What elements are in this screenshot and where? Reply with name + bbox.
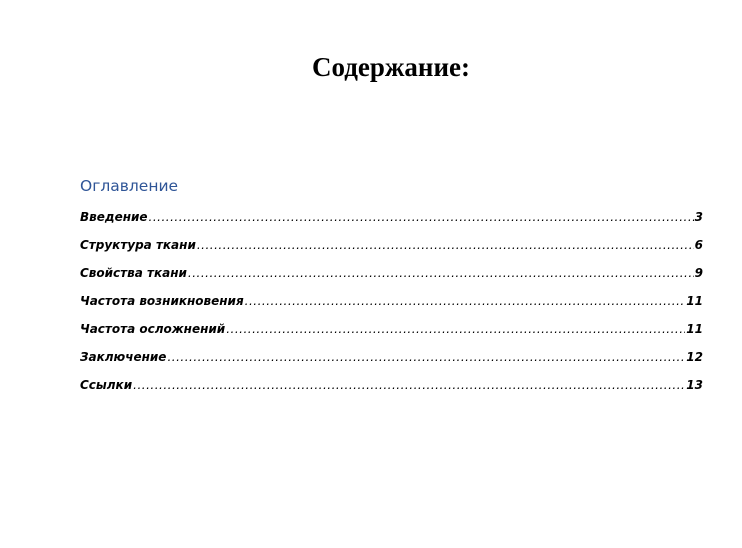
toc-entry-occurrence-frequency[interactable] (80, 291, 703, 319)
toc-entry-label: Введение (80, 210, 148, 224)
dot-leader (188, 263, 694, 283)
toc-entry-label: Свойства ткани (80, 266, 187, 280)
toc-entry-conclusion[interactable] (80, 347, 703, 375)
toc-entry-page: 6 (694, 238, 703, 252)
dot-leader (197, 235, 694, 255)
toc-entry-references[interactable] (80, 375, 703, 403)
toc-entry-label: Частота осложнений (80, 322, 226, 336)
toc-entry-label: Структура ткани (80, 238, 196, 252)
toc-entry-page: 13 (686, 378, 703, 392)
toc-entry-introduction[interactable] (80, 207, 703, 235)
toc-entry-page: 11 (686, 294, 703, 308)
toc-entry-page: 11 (686, 322, 703, 336)
toc-entry-page: 3 (694, 210, 703, 224)
dot-leader (149, 207, 694, 227)
toc-entry-page: 9 (694, 266, 703, 280)
page-title: Содержание: (311, 52, 471, 82)
dot-leader (133, 375, 685, 395)
toc-entry-label: Частота возникновения (80, 294, 244, 308)
toc-entry-fabric-structure[interactable] (80, 235, 703, 263)
toc-entry-page: 12 (686, 350, 703, 364)
dot-leader (245, 291, 686, 311)
toc-entry-label: Ссылки (80, 378, 133, 392)
toc-entry-complication-frequency[interactable] (80, 319, 703, 347)
toc-entry-label: Заключение (80, 350, 167, 364)
toc-entry-fabric-properties[interactable] (80, 263, 703, 291)
toc-heading: Оглавление (80, 177, 179, 195)
dot-leader (226, 319, 685, 339)
dot-leader (167, 347, 685, 367)
table-of-contents (80, 207, 703, 403)
